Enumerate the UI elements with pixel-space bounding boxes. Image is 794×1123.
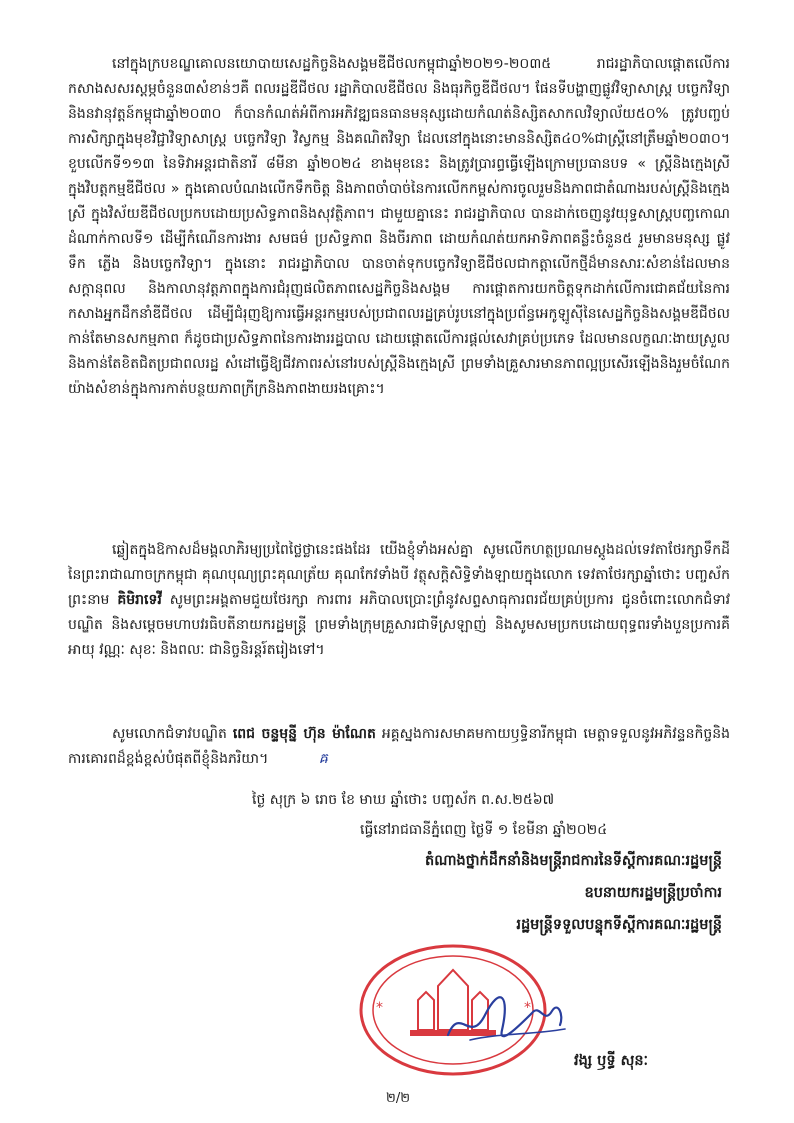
paragraph-1: នៅក្នុងក្របខណ្ឌគោលនយោបាយសេដ្ឋកិច្ចនិងសង្គមឌីជីថលកម្ពុជាឆ្នាំ២០២១-២០៣៥ រាជរដ្ឋាភិបាលផ្តោតលើការកសាងសសរស្តម្ភចំនួន៣សំខាន់ៗគឺ ពលរដ្ឋឌីជីថល រដ្ឋាភិបាលឌីជីថល និងធុរកិច្ចឌីជីថល។ ផែនទីបង្ហាញផ្លូវវិទ្យាសាស្ត្រ បច្ចេកវិទ្យា និងនវានុវត្តន៍កម្ពុជាឆ្នាំ២០៣០ ក៏បានកំណត់អំពីការអភិវឌ្ឍធនធានមនុស្សដោយកំណត់និស្សិតសាកលវិទ្យាល័យ៥០% ត្រូវបញ្ចប់ការសិក្សាក្នុងមុខវិជ្ជាវិទ្យាសាស្ត្រ បច្ចេកវិទ្យា វិស្វកម្ម និងគណិតវិទ្យា ដែលនៅក្នុងនោះមាននិស្សិត៤០%ជាស្ត្រីនៅត្រឹមឆ្នាំ២០៣០។ ខួបលើកទី១១៣ នៃទិវាអន្តរជាតិនារី ៨មីនា ឆ្នាំ២០២៤ ខាងមុខនេះ និងត្រូវប្រារព្ធធ្វើឡើងក្រោមប្រធានបទ « ស្ត្រីនិងក្មេងស្រីក្នុងវិបត្តកម្មឌីជីថល » ក្នុងគោលបំណងលើកទឹកចិត្ត និងភាពចាំបាច់នៃការលើកកម្ពស់ការចូលរួមនិងភាពជាតំណាងរបស់ស្ត្រីនិងក្មេងស្រី ក្នុងវិស័យឌីជីថលប្រកបដោយប្រសិទ្ធភាពនិងសុវត្ថិភាព។ ជាមួយគ្នានេះ រាជរដ្ឋាភិបាល បានដាក់ចេញនូវយុទ្ធសាស្ត្របញ្ចកោណ ដំណាក់កាលទី១ ដើម្បីកំណើនការងារ សមធម៌ ប្រសិទ្ធភាព និងចីរភាព ដោយកំណត់យកអាទិភាពគន្លឹះចំនួន៥ រួមមានមនុស្ស ផ្លូវ ទឹក ភ្លើង និងបច្ចេកវិទ្យា។ ក្នុងនោះ រាជរដ្ឋាភិបាល បានចាត់ទុកបច្ចេកវិទ្យាឌីជីថលជាកត្តាលើកថ្មីដ៏មានសារៈសំខាន់ដែលមានសក្តានុពល និងកាលានុវត្តភាពក្នុងការជំរុញផលិតភាពសេដ្ឋកិច្ចនិងសង្គម ការផ្តោតការយកចិត្តទុកដាក់លើការជោគជ័យនៃការកសាងអ្នកដឹកនាំឌីជីថល ដើម្បីជំរុញឱ្យការធ្វើអន្តរកម្មរបស់ប្រជាពលរដ្ឋគ្រប់រូបនៅក្នុងប្រព័ន្ធអេកូឡូស៊ីនៃសេដ្ឋកិច្ចនិងសង្គមឌីជីថលកាន់តែមានសកម្មភាព ក៏ដូចជាប្រសិទ្ធភាពនៃការងាររដ្ឋបាល ដោយផ្តោតលើការផ្តល់សេវាគ្រប់ប្រភេទ ដែលមានលក្ខណៈងាយស្រួលនិងកាន់តែខិតជិតប្រជាពលរដ្ឋ សំដៅធ្វើឱ្យជីវភាពរស់នៅរបស់ស្ត្រីនិងក្មេងស្រី ព្រមទាំងគ្រួសារមានភាពល្អប្រសើរឡើងនិងរួមចំណែកយ៉ាងសំខាន់ក្នុងការកាត់បន្ថយភាពក្រីក្រនិងភាពងាយរងគ្រោះ។: [68, 56, 730, 397]
handwritten-signature-icon: [440, 985, 570, 1055]
honoree-name: ពេជ ចន្ទមុន្នី ហ៊ុន ម៉ាណែត: [232, 726, 376, 742]
paragraph-3-rest: អគ្គស្នងការសមាគមកាយឫទ្ធិនារីកម្ពុជា មេត្តាទទួលនូវអភិវន្ទនកិច្ចនិងការគោរពដ៏ខ្ពង់ខ្ពស់បំផុតពីខ្ញុំនិងភរិយា។: [68, 726, 730, 767]
signatory-title-1: តំណាងថ្នាក់ដឹកនាំនិងមន្ត្រីរាជការនៃទីស្តីការគណៈរដ្ឋមន្ត្រី: [425, 853, 722, 869]
signatory-title-2: ឧបនាយករដ្ឋមន្ត្រីប្រចាំការ: [584, 885, 722, 901]
svg-text:*: *: [524, 1000, 531, 1016]
paragraph-2-rest: សូមព្រះអង្គតាមជួយថែរក្សា ការពារ អភិបាលប្រោះព្រំនូវសព្ទសាធុការពរជ័យគ្រប់ប្រការ ជូនចំពោះលោកជំទាវបណ្ឌិត និងសម្តេចមហាបវរធិបតីនាយករដ្ឋមន្ត្រី ព្រមទាំងក្រុមគ្រួសារជាទីស្រឡាញ់ និងសូមសមប្រកបដោយពុទ្ធពរទាំងបួនប្រការគឺ អាយុ វណ្ណៈ សុខៈ និងពលៈ ជានិច្ចនិរន្តរ៍តរៀងទៅ។: [68, 592, 731, 658]
svg-text:*: *: [376, 1000, 383, 1016]
signatory-name: វង្ស ឫទ្ធី សុនៈ: [574, 1053, 649, 1069]
signatory-title-3: រដ្ឋមន្ត្រីទទួលបន្ទុកទីស្តីការគណៈរដ្ឋមន្ត្រី: [516, 917, 722, 933]
paragraph-3: [68, 722, 730, 772]
lunar-date: ថ្ងៃ សុក្រ ៦ រោច ខែ មាឃ ឆ្នាំថោះ បញ្ចស័ក ព.ស.២៥៦៧: [252, 792, 555, 808]
deity-name: គិមិរាទេវី: [117, 592, 162, 608]
handwritten-initial: ឝ: [318, 751, 328, 767]
paragraph-3-start: សូមលោកជំទាវបណ្ឌិត: [112, 726, 227, 742]
paragraph-2-start: ឆ្លៀតក្នុងឱកាសដ៏មង្គលាភិរម្យប្រពៃថ្លៃថ្លានេះផងដែរ យើងខ្ញុំទាំងអស់គ្នា សូមលើកហត្ថប្រណមស្ដូងដល់ទេវតាថែរក្សាទឹកដីនៃព្រះរាជាណាចក្រកម្ពុជា គុណបុណ្យព្រះគុណត្រ័យ គុណកែវទាំងបី វត្ថុសក្តិសិទ្ធិទាំងឡាយក្នុងលោក ទេវតាថែរក្សាឆ្នាំថោះ បញ្ចស័ក ព្រះនាម: [68, 542, 730, 608]
paragraph-2: [68, 538, 730, 663]
page-number: ២/២: [386, 1091, 411, 1106]
solar-date: ធ្វើនៅរាជធានីភ្នំពេញ ថ្ងៃទី ១ ខែមីនា ឆ្នាំ២០២៤: [360, 822, 608, 838]
